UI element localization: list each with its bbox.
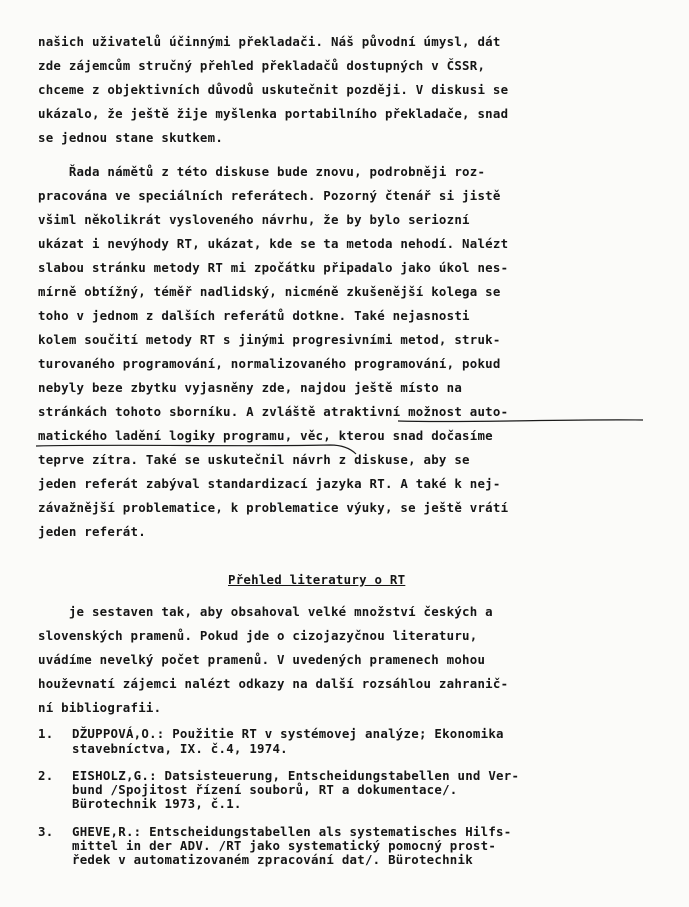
- text-line: jeden referát.: [38, 524, 146, 539]
- text-line: mírně obtížný, téměř nadlidský, nicméně zkušenější kolega se: [38, 284, 501, 299]
- reference-line: GHEVE,R.: Entscheidungstabellen als systematisches Hilfs-: [72, 824, 512, 839]
- text-line: našich uživatelů účinnými překladači. Náš původní úmysl, dát: [38, 34, 501, 49]
- text-line: zde zájemcům stručný přehled překladačů dostupných v ČSSR,: [38, 58, 486, 73]
- reference-line: stavebníctva, IX. č.4, 1974.: [72, 741, 288, 756]
- text-line: nebyly beze zbytku vyjasněny zde, najdou ještě místo na: [38, 380, 463, 395]
- reference-number: 3.: [38, 824, 54, 839]
- reference-number: 2.: [38, 768, 54, 783]
- text-line: ukázalo, že ještě žije myšlenka portabilního překladače, snad: [38, 106, 509, 121]
- reference-line: mittel in der ADV. /RT jako systematický pomocný prost-: [72, 838, 497, 853]
- text-line: slabou stránku metody RT mi zpočátku připadalo jako úkol nes-: [38, 260, 509, 275]
- text-line: ukázat i nevýhody RT, ukázat, kde se ta metoda nehodí. Nalézt: [38, 236, 509, 251]
- text-line: je sestaven tak, aby obsahoval velké množství českých a: [38, 604, 493, 619]
- reference-line: EISHOLZ,G.: Datsisteuerung, Entscheidungstabellen und Ver-: [72, 768, 520, 783]
- reference-line: bund /Spojitost řízení souborů, RT a dokumentace/.: [72, 782, 458, 797]
- text-line: slovenských pramenů. Pokud jde o cizojazyčnou literaturu,: [38, 628, 478, 643]
- text-line: jeden referát zabýval standardizací jazyka RT. A také k nej-: [38, 476, 501, 491]
- text-line: toho v jednom z dalších referátů dotkne. Také nejasnosti: [38, 308, 470, 323]
- reference-line: ředek v automatizovaném zpracování dat/. Bürotechnik: [72, 852, 473, 867]
- text-line: ní bibliografii.: [38, 700, 162, 715]
- text-line: Řada námětů z této diskuse bude znovu, podrobněji roz-: [38, 164, 486, 179]
- text-line: závažnější problematice, k problematice výuky, se ještě vrátí: [38, 500, 509, 515]
- text-line: všiml několikrát vysloveného návrhu, že by bylo seriozní: [38, 212, 470, 227]
- text-line: uvádíme nevelký počet pramenů. V uvedených pramenech mohou: [38, 652, 486, 667]
- reference-number: 1.: [38, 726, 54, 741]
- text-line: pracována ve speciálních referátech. Pozorný čtenář si jistě: [38, 188, 501, 203]
- text-line: kolem součití metody RT s jinými progresivními metod, struk-: [38, 332, 501, 347]
- section-heading: Přehled literatury o RT: [228, 572, 406, 587]
- text-line: houževnatí zájemci nalézt odkazy na další rozsáhlou zahranič-: [38, 676, 509, 691]
- text-line: se jednou stane skutkem.: [38, 130, 224, 145]
- reference-line: DŽUPPOVÁ,O.: Použitie RT v systémovej analýze; Ekonomika: [72, 726, 504, 741]
- text-line: stránkách tohoto sborníku. A zvláště atraktivní možnost auto-: [38, 404, 509, 419]
- text-line: teprve zítra. Také se uskutečnil návrh z diskuse, aby se: [38, 452, 470, 467]
- text-line: matického ladění logiky programu, věc, kterou snad dočasíme: [38, 428, 493, 443]
- text-line: turovaného programování, normalizovaného programování, pokud: [38, 356, 501, 371]
- text-line: chceme z objektivních důvodů uskutečnit později. V diskusi se: [38, 82, 509, 97]
- reference-line: Bürotechnik 1973, č.1.: [72, 796, 242, 811]
